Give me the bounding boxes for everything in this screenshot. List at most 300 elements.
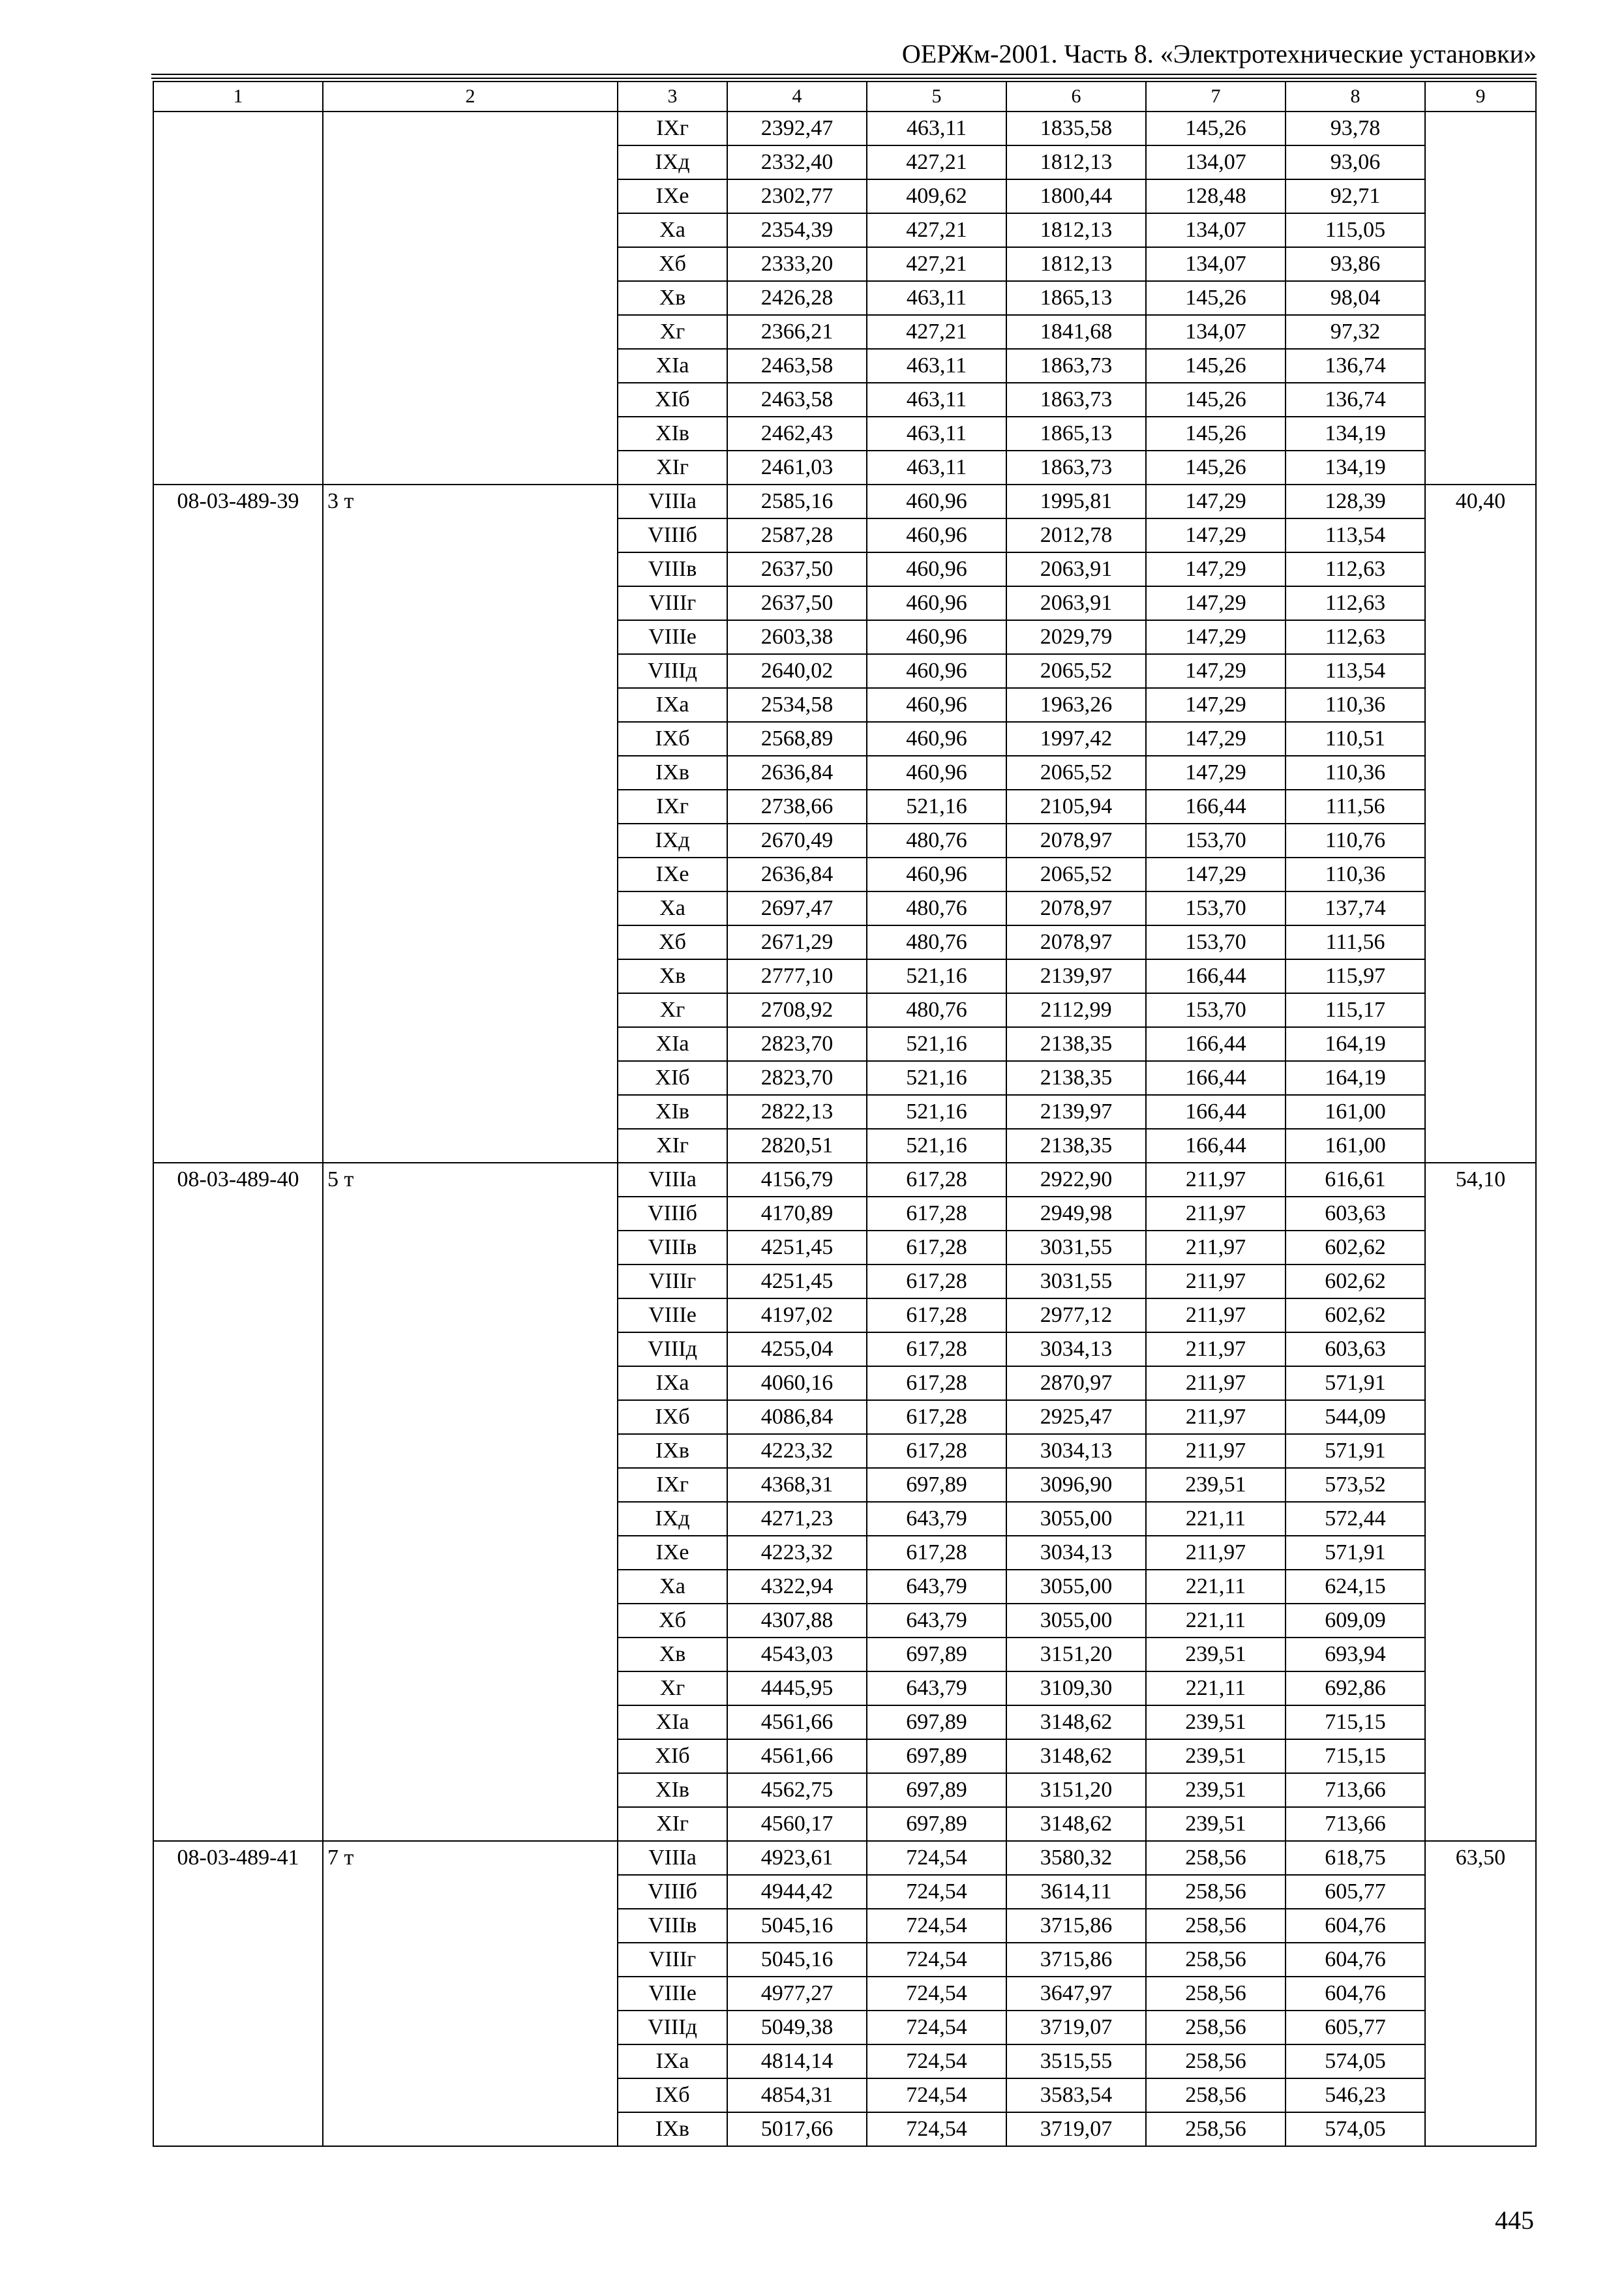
value-cell: 4944,42	[727, 1875, 867, 1909]
value-cell: 2112,99	[1006, 993, 1146, 1027]
value-cell: 2105,94	[1006, 790, 1146, 824]
column-number: 2	[323, 82, 618, 112]
item-code: 08-03-489-41	[153, 1841, 323, 2146]
value-cell: 4251,45	[727, 1231, 867, 1264]
value-cell: 161,00	[1286, 1129, 1425, 1163]
value-cell: 724,54	[867, 1977, 1006, 2011]
value-cell: 409,62	[867, 179, 1006, 213]
region-code-cell: VIIIа	[618, 1841, 727, 1875]
value-cell: 463,11	[867, 383, 1006, 417]
value-cell: 4368,31	[727, 1468, 867, 1502]
value-cell: 604,76	[1286, 1943, 1425, 1977]
value-cell: 145,26	[1146, 417, 1286, 451]
value-cell: 211,97	[1146, 1400, 1286, 1434]
column-9-value: 40,40	[1425, 485, 1536, 1163]
value-cell: 3719,07	[1006, 2011, 1146, 2044]
region-code-cell: IXд	[618, 824, 727, 858]
region-code-cell: Xв	[618, 959, 727, 993]
value-cell: 92,71	[1286, 179, 1425, 213]
value-cell: 211,97	[1146, 1231, 1286, 1264]
value-cell: 110,76	[1286, 824, 1425, 858]
value-cell: 1812,13	[1006, 145, 1146, 179]
value-cell: 602,62	[1286, 1298, 1425, 1332]
value-cell: 4223,32	[727, 1434, 867, 1468]
value-cell: 128,48	[1146, 179, 1286, 213]
item-name	[323, 112, 618, 485]
value-cell: 93,78	[1286, 112, 1425, 145]
value-cell: 93,06	[1286, 145, 1425, 179]
value-cell: 643,79	[867, 1671, 1006, 1705]
value-cell: 98,04	[1286, 281, 1425, 315]
value-cell: 3031,55	[1006, 1264, 1146, 1298]
value-cell: 211,97	[1146, 1366, 1286, 1400]
column-number: 5	[867, 82, 1006, 112]
value-cell: 145,26	[1146, 349, 1286, 383]
column-9-value	[1425, 112, 1536, 485]
value-cell: 724,54	[867, 2011, 1006, 2044]
value-cell: 2065,52	[1006, 756, 1146, 790]
value-cell: 521,16	[867, 790, 1006, 824]
value-cell: 546,23	[1286, 2078, 1425, 2112]
value-cell: 211,97	[1146, 1536, 1286, 1570]
value-cell: 571,91	[1286, 1434, 1425, 1468]
value-cell: 3055,00	[1006, 1604, 1146, 1638]
region-code-cell: Xг	[618, 315, 727, 349]
region-code-cell: VIIIе	[618, 1298, 727, 1332]
value-cell: 111,56	[1286, 925, 1425, 959]
region-code-cell: IXв	[618, 2112, 727, 2146]
value-cell: 521,16	[867, 1027, 1006, 1061]
value-cell: 2139,97	[1006, 1095, 1146, 1129]
page-number: 445	[1495, 2206, 1534, 2235]
value-cell: 2587,28	[727, 518, 867, 552]
value-cell: 4562,75	[727, 1773, 867, 1807]
value-cell: 2637,50	[727, 552, 867, 586]
region-code-cell: IXб	[618, 2078, 727, 2112]
value-cell: 211,97	[1146, 1332, 1286, 1366]
value-cell: 724,54	[867, 1943, 1006, 1977]
value-cell: 693,94	[1286, 1638, 1425, 1671]
region-code-cell: VIIIд	[618, 2011, 727, 2044]
value-cell: 2029,79	[1006, 620, 1146, 654]
value-cell: 1963,26	[1006, 688, 1146, 722]
value-cell: 221,11	[1146, 1570, 1286, 1604]
region-code-cell: Xг	[618, 1671, 727, 1705]
value-cell: 2603,38	[727, 620, 867, 654]
value-cell: 571,91	[1286, 1366, 1425, 1400]
value-cell: 134,07	[1146, 213, 1286, 247]
region-code-cell: Xв	[618, 1638, 727, 1671]
value-cell: 1997,42	[1006, 722, 1146, 756]
value-cell: 3715,86	[1006, 1943, 1146, 1977]
value-cell: 2463,58	[727, 349, 867, 383]
value-cell: 2823,70	[727, 1061, 867, 1095]
value-cell: 2637,50	[727, 586, 867, 620]
value-cell: 3148,62	[1006, 1807, 1146, 1841]
value-cell: 161,00	[1286, 1095, 1425, 1129]
value-cell: 147,29	[1146, 586, 1286, 620]
value-cell: 239,51	[1146, 1638, 1286, 1671]
value-cell: 4814,14	[727, 2044, 867, 2078]
value-cell: 4255,04	[727, 1332, 867, 1366]
region-code-cell: VIIIд	[618, 654, 727, 688]
value-cell: 113,54	[1286, 518, 1425, 552]
value-cell: 211,97	[1146, 1163, 1286, 1197]
value-cell: 2139,97	[1006, 959, 1146, 993]
value-cell: 3583,54	[1006, 2078, 1146, 2112]
region-code-cell: IXе	[618, 1536, 727, 1570]
table-body	[153, 82, 1536, 2146]
value-cell: 2534,58	[727, 688, 867, 722]
value-cell: 460,96	[867, 485, 1006, 518]
value-cell: 617,28	[867, 1434, 1006, 1468]
value-cell: 724,54	[867, 2112, 1006, 2146]
value-cell: 460,96	[867, 552, 1006, 586]
value-cell: 239,51	[1146, 1739, 1286, 1773]
region-code-cell: Xг	[618, 993, 727, 1027]
value-cell: 211,97	[1146, 1298, 1286, 1332]
value-cell: 5045,16	[727, 1909, 867, 1943]
value-cell: 97,32	[1286, 315, 1425, 349]
value-cell: 617,28	[867, 1332, 1006, 1366]
value-cell: 258,56	[1146, 2011, 1286, 2044]
value-cell: 692,86	[1286, 1671, 1425, 1705]
value-cell: 258,56	[1146, 2078, 1286, 2112]
value-cell: 1863,73	[1006, 383, 1146, 417]
value-cell: 258,56	[1146, 1909, 1286, 1943]
region-code-cell: XIб	[618, 1739, 727, 1773]
value-cell: 2065,52	[1006, 858, 1146, 891]
value-cell: 697,89	[867, 1468, 1006, 1502]
value-cell: 258,56	[1146, 1943, 1286, 1977]
value-cell: 697,89	[867, 1807, 1006, 1841]
value-cell: 5049,38	[727, 2011, 867, 2044]
value-cell: 258,56	[1146, 1977, 1286, 2011]
value-cell: 724,54	[867, 2078, 1006, 2112]
value-cell: 715,15	[1286, 1739, 1425, 1773]
value-cell: 2670,49	[727, 824, 867, 858]
value-cell: 1863,73	[1006, 451, 1146, 485]
value-cell: 5045,16	[727, 1943, 867, 1977]
region-code-cell: IXа	[618, 1366, 727, 1400]
region-code-cell: IXд	[618, 145, 727, 179]
region-code-cell: IXв	[618, 756, 727, 790]
value-cell: 4060,16	[727, 1366, 867, 1400]
value-cell: 602,62	[1286, 1264, 1425, 1298]
column-number-row	[153, 82, 1536, 112]
column-number: 3	[618, 82, 727, 112]
value-cell: 147,29	[1146, 756, 1286, 790]
column-9-value: 63,50	[1425, 1841, 1536, 2146]
value-cell: 3034,13	[1006, 1536, 1146, 1570]
value-cell: 147,29	[1146, 620, 1286, 654]
value-cell: 112,63	[1286, 586, 1425, 620]
value-cell: 1865,13	[1006, 281, 1146, 315]
region-code-cell: VIIIг	[618, 586, 727, 620]
region-code-cell: VIIIв	[618, 552, 727, 586]
value-cell: 460,96	[867, 722, 1006, 756]
column-number: 1	[153, 82, 323, 112]
column-number: 8	[1286, 82, 1425, 112]
value-cell: 2636,84	[727, 858, 867, 891]
value-cell: 2870,97	[1006, 1366, 1146, 1400]
value-cell: 134,19	[1286, 417, 1425, 451]
value-cell: 147,29	[1146, 654, 1286, 688]
value-cell: 4271,23	[727, 1502, 867, 1536]
value-cell: 605,77	[1286, 2011, 1425, 2044]
value-cell: 713,66	[1286, 1807, 1425, 1841]
value-cell: 3055,00	[1006, 1502, 1146, 1536]
region-code-cell: IXб	[618, 722, 727, 756]
value-cell: 239,51	[1146, 1468, 1286, 1502]
region-code-cell: XIв	[618, 1095, 727, 1129]
value-cell: 3647,97	[1006, 1977, 1146, 2011]
region-code-cell: XIв	[618, 417, 727, 451]
region-code-cell: IXе	[618, 179, 727, 213]
value-cell: 521,16	[867, 1129, 1006, 1163]
value-cell: 609,09	[1286, 1604, 1425, 1638]
value-cell: 571,91	[1286, 1536, 1425, 1570]
value-cell: 2823,70	[727, 1027, 867, 1061]
region-code-cell: XIг	[618, 1807, 727, 1841]
value-cell: 2065,52	[1006, 654, 1146, 688]
value-cell: 4854,31	[727, 2078, 867, 2112]
value-cell: 2708,92	[727, 993, 867, 1027]
value-cell: 147,29	[1146, 722, 1286, 756]
value-cell: 460,96	[867, 688, 1006, 722]
value-cell: 153,70	[1146, 891, 1286, 925]
value-cell: 136,74	[1286, 349, 1425, 383]
value-cell: 3109,30	[1006, 1671, 1146, 1705]
value-cell: 258,56	[1146, 1875, 1286, 1909]
value-cell: 460,96	[867, 586, 1006, 620]
value-cell: 93,86	[1286, 247, 1425, 281]
value-cell: 544,09	[1286, 1400, 1425, 1434]
region-code-cell: IXг	[618, 1468, 727, 1502]
value-cell: 697,89	[867, 1705, 1006, 1739]
table-row	[153, 485, 1536, 518]
value-cell: 166,44	[1146, 1027, 1286, 1061]
value-cell: 2063,91	[1006, 586, 1146, 620]
value-cell: 617,28	[867, 1264, 1006, 1298]
value-cell: 4197,02	[727, 1298, 867, 1332]
value-cell: 147,29	[1146, 485, 1286, 518]
value-cell: 643,79	[867, 1502, 1006, 1536]
region-code-cell: Xа	[618, 213, 727, 247]
value-cell: 643,79	[867, 1604, 1006, 1638]
value-cell: 480,76	[867, 824, 1006, 858]
column-9-value: 54,10	[1425, 1163, 1536, 1841]
region-code-cell: Xб	[618, 1604, 727, 1638]
value-cell: 153,70	[1146, 824, 1286, 858]
value-cell: 2568,89	[727, 722, 867, 756]
value-cell: 211,97	[1146, 1434, 1286, 1468]
value-cell: 221,11	[1146, 1502, 1286, 1536]
value-cell: 2822,13	[727, 1095, 867, 1129]
value-cell: 134,07	[1146, 247, 1286, 281]
region-code-cell: Xа	[618, 891, 727, 925]
value-cell: 1812,13	[1006, 247, 1146, 281]
value-cell: 136,74	[1286, 383, 1425, 417]
table-row	[153, 1163, 1536, 1197]
value-cell: 4561,66	[727, 1705, 867, 1739]
value-cell: 1812,13	[1006, 213, 1146, 247]
value-cell: 3515,55	[1006, 2044, 1146, 2078]
value-cell: 1800,44	[1006, 179, 1146, 213]
value-cell: 4156,79	[727, 1163, 867, 1197]
value-cell: 2949,98	[1006, 1197, 1146, 1231]
value-cell: 166,44	[1146, 1095, 1286, 1129]
value-cell: 643,79	[867, 1570, 1006, 1604]
value-cell: 153,70	[1146, 993, 1286, 1027]
column-number: 9	[1425, 82, 1536, 112]
value-cell: 2636,84	[727, 756, 867, 790]
value-cell: 463,11	[867, 451, 1006, 485]
header-rule	[151, 74, 1537, 75]
value-cell: 2138,35	[1006, 1027, 1146, 1061]
region-code-cell: Xа	[618, 1570, 727, 1604]
value-cell: 153,70	[1146, 925, 1286, 959]
item-name: 7 т	[323, 1841, 618, 2146]
value-cell: 3719,07	[1006, 2112, 1146, 2146]
region-code-cell: VIIIа	[618, 1163, 727, 1197]
value-cell: 147,29	[1146, 688, 1286, 722]
value-cell: 604,76	[1286, 1909, 1425, 1943]
value-cell: 2462,43	[727, 417, 867, 451]
value-cell: 147,29	[1146, 552, 1286, 586]
value-cell: 166,44	[1146, 1061, 1286, 1095]
value-cell: 2777,10	[727, 959, 867, 993]
value-cell: 605,77	[1286, 1875, 1425, 1909]
value-cell: 697,89	[867, 1638, 1006, 1671]
value-cell: 137,74	[1286, 891, 1425, 925]
value-cell: 4923,61	[727, 1841, 867, 1875]
value-cell: 460,96	[867, 858, 1006, 891]
value-cell: 2078,97	[1006, 925, 1146, 959]
region-code-cell: VIIIб	[618, 518, 727, 552]
value-cell: 2820,51	[727, 1129, 867, 1163]
value-cell: 463,11	[867, 281, 1006, 315]
price-table	[153, 81, 1537, 2147]
value-cell: 460,96	[867, 620, 1006, 654]
value-cell: 4322,94	[727, 1570, 867, 1604]
value-cell: 3715,86	[1006, 1909, 1146, 1943]
value-cell: 3151,20	[1006, 1773, 1146, 1807]
value-cell: 2671,29	[727, 925, 867, 959]
region-code-cell: IXа	[618, 2044, 727, 2078]
value-cell: 603,63	[1286, 1332, 1425, 1366]
value-cell: 166,44	[1146, 790, 1286, 824]
value-cell: 3151,20	[1006, 1638, 1146, 1671]
value-cell: 2738,66	[727, 790, 867, 824]
value-cell: 574,05	[1286, 2112, 1425, 2146]
region-code-cell: XIб	[618, 1061, 727, 1095]
value-cell: 724,54	[867, 1909, 1006, 1943]
column-number: 4	[727, 82, 867, 112]
value-cell: 2977,12	[1006, 1298, 1146, 1332]
region-code-cell: IXв	[618, 1434, 727, 1468]
region-code-cell: VIIIг	[618, 1943, 727, 1977]
value-cell: 603,63	[1286, 1197, 1425, 1231]
region-code-cell: Xв	[618, 281, 727, 315]
value-cell: 4251,45	[727, 1264, 867, 1298]
value-cell: 4561,66	[727, 1739, 867, 1773]
value-cell: 258,56	[1146, 2112, 1286, 2146]
value-cell: 112,63	[1286, 620, 1425, 654]
value-cell: 521,16	[867, 959, 1006, 993]
value-cell: 2697,47	[727, 891, 867, 925]
value-cell: 115,97	[1286, 959, 1425, 993]
value-cell: 166,44	[1146, 959, 1286, 993]
value-cell: 3055,00	[1006, 1570, 1146, 1604]
value-cell: 1863,73	[1006, 349, 1146, 383]
value-cell: 602,62	[1286, 1231, 1425, 1264]
value-cell: 618,75	[1286, 1841, 1425, 1875]
value-cell: 2078,97	[1006, 891, 1146, 925]
value-cell: 4307,88	[727, 1604, 867, 1638]
value-cell: 1835,58	[1006, 112, 1146, 145]
value-cell: 112,63	[1286, 552, 1425, 586]
region-code-cell: VIIIв	[618, 1909, 727, 1943]
value-cell: 463,11	[867, 112, 1006, 145]
value-cell: 617,28	[867, 1197, 1006, 1231]
value-cell: 427,21	[867, 213, 1006, 247]
value-cell: 2925,47	[1006, 1400, 1146, 1434]
value-cell: 617,28	[867, 1536, 1006, 1570]
region-code-cell: VIIIб	[618, 1875, 727, 1909]
value-cell: 221,11	[1146, 1671, 1286, 1705]
value-cell: 2463,58	[727, 383, 867, 417]
region-code-cell: Xб	[618, 247, 727, 281]
value-cell: 5017,66	[727, 2112, 867, 2146]
value-cell: 4445,95	[727, 1671, 867, 1705]
value-cell: 724,54	[867, 1841, 1006, 1875]
value-cell: 239,51	[1146, 1773, 1286, 1807]
value-cell: 3034,13	[1006, 1434, 1146, 1468]
value-cell: 427,21	[867, 247, 1006, 281]
value-cell: 480,76	[867, 925, 1006, 959]
value-cell: 147,29	[1146, 518, 1286, 552]
value-cell: 604,76	[1286, 1977, 1425, 2011]
value-cell: 616,61	[1286, 1163, 1425, 1197]
value-cell: 3148,62	[1006, 1739, 1146, 1773]
value-cell: 134,07	[1146, 315, 1286, 349]
value-cell: 521,16	[867, 1095, 1006, 1129]
value-cell: 460,96	[867, 654, 1006, 688]
value-cell: 145,26	[1146, 112, 1286, 145]
region-code-cell: XIв	[618, 1773, 727, 1807]
page-header: ОЕРЖм-2001. Часть 8. «Электротехнические установки»	[901, 39, 1537, 68]
value-cell: 134,19	[1286, 451, 1425, 485]
value-cell: 3148,62	[1006, 1705, 1146, 1739]
region-code-cell: IXб	[618, 1400, 727, 1434]
value-cell: 164,19	[1286, 1027, 1425, 1061]
value-cell: 1841,68	[1006, 315, 1146, 349]
value-cell: 4543,03	[727, 1638, 867, 1671]
value-cell: 4170,89	[727, 1197, 867, 1231]
value-cell: 427,21	[867, 315, 1006, 349]
region-code-cell: IXе	[618, 858, 727, 891]
region-code-cell: XIа	[618, 1027, 727, 1061]
region-code-cell: VIIIе	[618, 620, 727, 654]
region-code-cell: XIг	[618, 451, 727, 485]
value-cell: 713,66	[1286, 1773, 1425, 1807]
region-code-cell: IXг	[618, 790, 727, 824]
item-code: 08-03-489-40	[153, 1163, 323, 1841]
value-cell: 145,26	[1146, 383, 1286, 417]
region-code-cell: VIIIв	[618, 1231, 727, 1264]
value-cell: 4560,17	[727, 1807, 867, 1841]
